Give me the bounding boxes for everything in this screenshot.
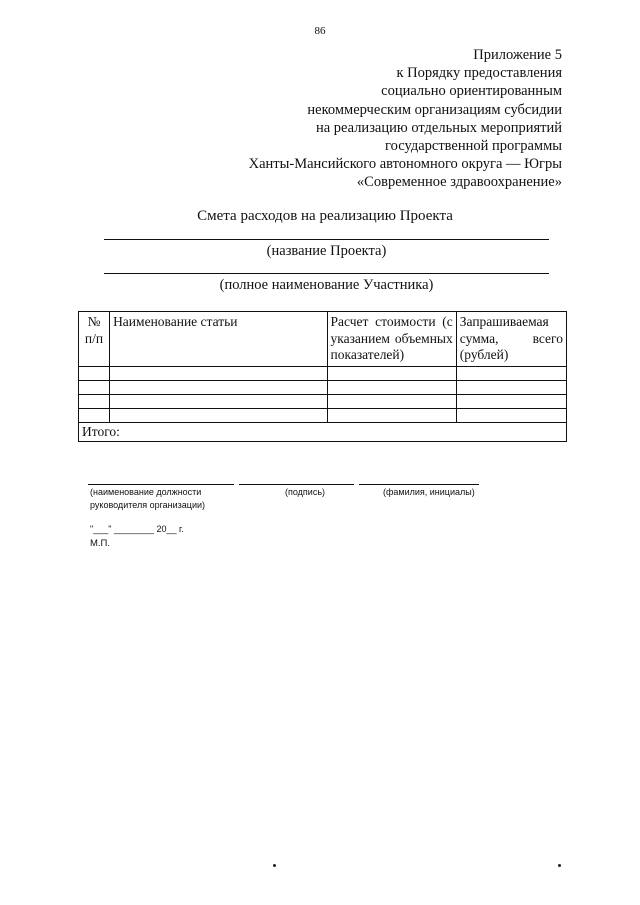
- table-cell: [327, 408, 456, 422]
- table-row: [79, 366, 567, 380]
- header-num: № п/п: [79, 312, 110, 367]
- signature-caption: (подпись): [285, 487, 326, 497]
- appendix-line: государственной программы: [385, 138, 562, 155]
- document-title: Смета расходов на реализацию Проекта: [197, 208, 453, 224]
- total-label: Итого:: [79, 422, 567, 442]
- appendix-header: [249, 46, 562, 192]
- name-signature-line: [359, 484, 479, 485]
- table-cell: [79, 380, 110, 394]
- project-name-line: [104, 239, 549, 240]
- table-cell: [327, 380, 456, 394]
- date-line: "___" ________ 20__ г.: [90, 524, 184, 534]
- participant-name-line: [104, 273, 549, 274]
- position-signature-line: [88, 484, 234, 485]
- position-caption: (наименование должности руководителя организации): [90, 487, 206, 510]
- table-header-row: [79, 312, 567, 367]
- appendix-line: Приложение 5: [473, 47, 562, 63]
- table-cell: [327, 366, 456, 380]
- table-cell: [110, 380, 327, 394]
- table-cell: [456, 394, 566, 408]
- table-row: [79, 380, 567, 394]
- header-calculation: Расчет стоимости (с указанием объемных показателей): [327, 312, 456, 367]
- name-caption: (фамилия, инициалы): [383, 487, 475, 497]
- table-cell: [327, 394, 456, 408]
- table-cell: [110, 408, 327, 422]
- table-row: [79, 394, 567, 408]
- signature-line: [239, 484, 354, 485]
- appendix-line: некоммерческим организациям субсидии: [307, 101, 562, 118]
- appendix-line: социально ориентированным: [381, 83, 562, 100]
- stamp-place: М.П.: [90, 538, 111, 549]
- table-cell: [79, 366, 110, 380]
- table-cell: [110, 366, 327, 380]
- appendix-line: к Порядку предоставления: [396, 65, 562, 82]
- appendix-line: на реализацию отдельных мероприятий: [315, 119, 562, 136]
- table-cell: [79, 408, 110, 422]
- scan-dot: [273, 864, 276, 867]
- table-cell: [79, 394, 110, 408]
- header-requested-sum: Запрашиваемая сумма, всего (рублей): [456, 312, 566, 367]
- appendix-line: Ханты-Мансийского автономного округа — Югры: [248, 156, 562, 173]
- table-cell: [456, 380, 566, 394]
- estimate-table: [78, 311, 567, 442]
- appendix-line: «Современное здравоохранение»: [356, 174, 562, 191]
- table-cell: [456, 408, 566, 422]
- table-cell: [110, 394, 327, 408]
- table-cell: [456, 366, 566, 380]
- page-number: 86: [314, 25, 326, 37]
- table-row: [79, 408, 567, 422]
- header-item-name: Наименование статьи: [110, 312, 327, 367]
- scan-dot: [558, 864, 561, 867]
- project-name-caption: (название Проекта): [266, 243, 387, 259]
- participant-name-caption: (полное наименование Участника): [219, 277, 434, 293]
- table-total-row: [79, 422, 567, 442]
